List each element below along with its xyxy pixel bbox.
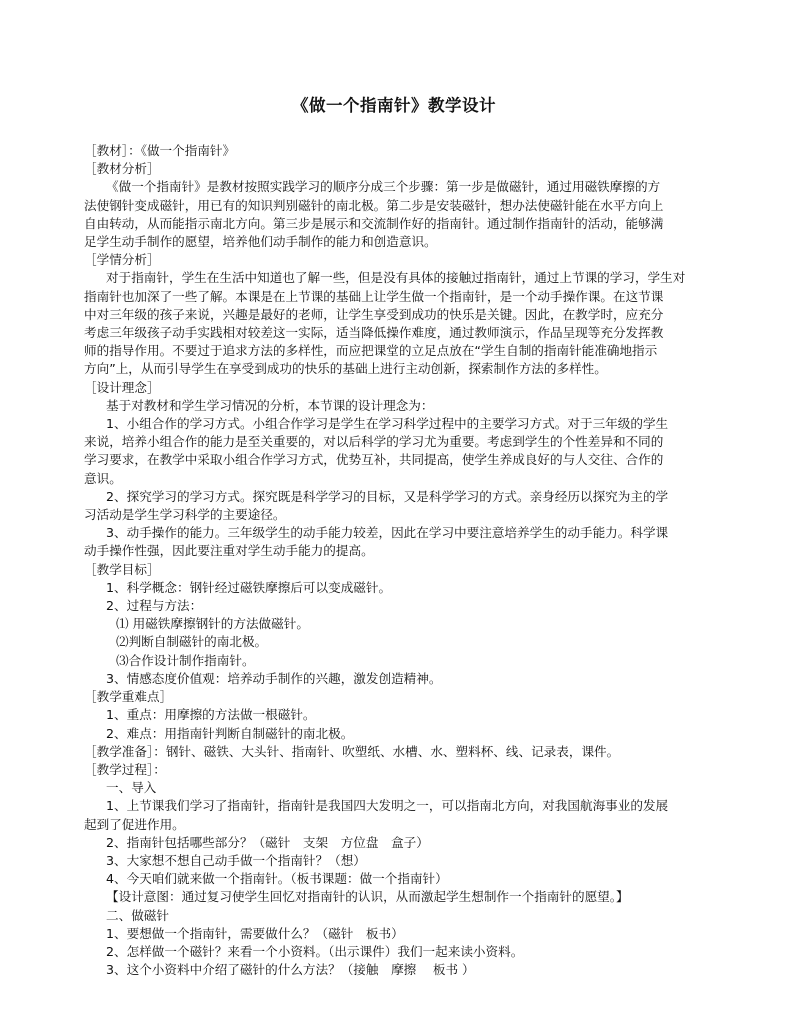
text-line: ［教材］：《做一个指南针》 [84,143,236,158]
text-line: 对于指南针，学生在生活中知道也了解一些，但是没有具体的接触过指南针，通过上节课的学习，学生对 [106,270,686,286]
text-line: 2、难点：用指南针判断自制磁针的南北极。 [106,725,354,741]
text-line: 动手操作性强，因此要注重对学生动手能力的提高。 [84,543,374,559]
text-line: 2、怎样做一个磁针？来看一个小资料。（出示课件）我们一起来读小资料。 [106,943,524,959]
text-line: 考虑三年级孩子动手实践相对较差这一实际，适当降低操作难度，通过教师演示，作品呈现等充分发挥教 [84,325,664,341]
text-line: 意识。 [84,470,122,486]
text-line: ⑶合作设计制作指南针。 [116,652,255,668]
text-line: 中对三年级的孩子来说，兴趣是最好的老师，让学生享受到成功的快乐是关键。因此，在教学时，应充分 [84,306,664,322]
text-line: 方向”上，从而引导学生在享受到成功的快乐的基础上进行主动创新，探索制作方法的多样性。 [84,361,607,377]
text-line: 1、要想做一个指南针，需要做什么？（磁针 板书） [106,925,404,941]
text-line: ［设计理念］ [84,379,160,395]
text-line: 1、重点：用摩擦的方法做一根磁针。 [106,707,316,723]
text-line: 【设计意图：通过复习使学生回忆对指南针的认识，从而激起学生想制作一个指南针的愿望。】 [106,889,629,905]
text-line: ［教学过程］： [84,761,166,777]
text-line: 起到了促进作用。 [84,816,185,832]
document-body [84,142,704,979]
text-line: 1、科学概念：钢针经过磁铁摩擦后可以变成磁针。 [106,579,392,595]
text-line: ［教学重难点］ [84,689,173,705]
text-line: 基于对教材和学生学习情况的分析，本节课的设计理念为： [106,397,434,413]
text-line: 二、做磁针 [106,907,169,923]
text-line: ［教学目标］ [84,561,160,577]
text-line: 师的指导作用。不要过于追求方法的多样性，而应把课堂的立足点放在“学生自制的指南针能准确地指示 [84,343,658,359]
document-page [84,92,704,979]
text-line: 学习要求，在教学中采取小组合作学习方式，优势互补，共同提高，使学生养成良好的与人交往、合作的 [84,452,664,468]
text-line: 3、这个小资料中介绍了磁针的什么方法？（接触 摩擦 板书 ） [106,962,475,978]
text-line: 足学生动手制作的愿望，培养他们动手制作的能力和创造意识。 [84,234,437,250]
text-line: 一、导入 [106,780,157,796]
text-line: 4、今天咱们就来做一个指南针。（板书课题：做一个指南针） [106,871,448,887]
text-line: 3、大家想不想自己动手做一个指南针？（想） [106,852,366,868]
text-line: ［学情分析］ [84,252,160,268]
text-line: 2、探究学习的学习方式。探究既是科学学习的目标，又是科学学习的方式。亲身经历以探究为主的学 [106,488,669,504]
text-line: 习活动是学生学习科学的主要途径。 [84,507,286,523]
text-line: 2、指南针包括哪些部分？（磁针 支架 方位盘 盒子） [106,834,429,850]
text-line: 来说，培养小组合作的能力是至关重要的，对以后科学的学习尤为重要。考虑到学生的个性差异和不同的 [84,434,664,450]
text-line: 1、上节课我们学习了指南针，指南针是我国四大发明之一，可以指南北方向，对我国航海事业的发展 [106,798,669,814]
text-line: 指南针也加深了一些了解。本课是在上节课的基础上让学生做一个指南针，是一个动手操作课。在这节课 [84,288,664,304]
text-line: 自由转动，从而能指示南北方向。第三步是展示和交流制作好的指南针。通过制作指南针的活动，能够满 [84,215,664,231]
text-line: 法使钢针变成磁针，用已有的知识判别磁针的南北极。第二步是安装磁针，想办法使磁针能在水平方向上 [84,197,664,213]
text-line: 3、动手操作的能力。三年级学生的动手能力较差，因此在学习中要注意培养学生的动手能力。科学课 [106,525,669,541]
text-line: ［教材分析］ [84,161,160,177]
text-line: 《做一个指南针》是教材按照实践学习的顺序分成三个步骤：第一步是做磁针，通过用磁铁摩擦的方 [106,179,661,195]
text-line: ［教学准备］：钢针、磁铁、大头针、指南针、吹塑纸、水槽、水、塑料杯、线、记录表，课件。 [84,743,620,759]
text-line: 2、过程与方法： [106,598,203,614]
text-line: ⑴ 用磁铁摩擦钢针的方法做磁针。 [116,616,309,632]
text-line: 3、情感态度价值观：培养动手制作的兴趣，激发创造精神。 [106,670,442,686]
text-line: ⑵判断自制磁针的南北极。 [116,634,268,650]
text-line: 1、小组合作的学习方式。小组合作学习是学生在学习科学过程中的主要学习方式。对于三年级的学生 [106,416,669,432]
document-title: 《做一个指南针》教学设计 [292,96,496,115]
